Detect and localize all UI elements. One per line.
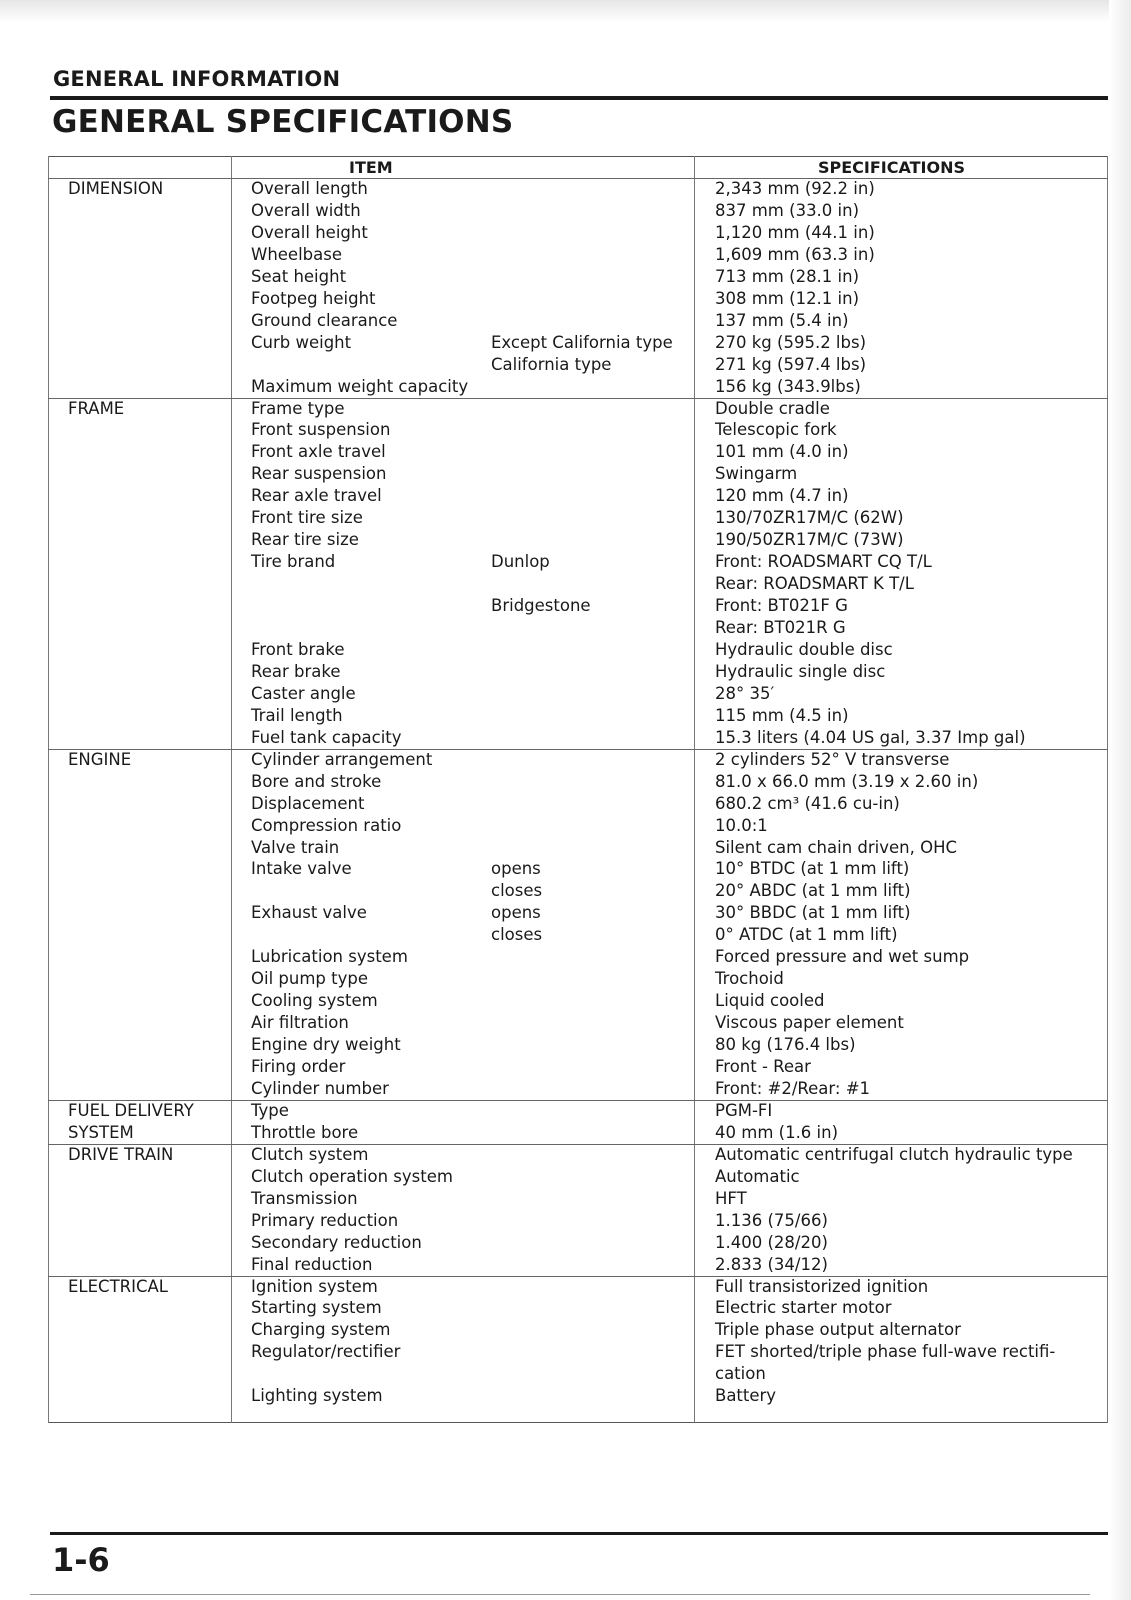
scan-shadow-top — [0, 0, 1131, 22]
section-heading: GENERAL INFORMATION — [53, 67, 341, 91]
row-specification: 156 kg (343.9lbs) — [715, 376, 861, 396]
table-row — [48, 858, 1108, 880]
table-row — [48, 1144, 1108, 1166]
row-item-label: Curb weight — [251, 332, 352, 352]
table-row — [48, 727, 1108, 749]
row-item-label: Starting system — [251, 1298, 382, 1318]
row-specification: HFT — [715, 1188, 747, 1208]
table-row — [48, 1166, 1108, 1188]
table-row — [48, 507, 1108, 529]
row-item-label: Seat height — [251, 266, 347, 286]
row-specification: Rear: ROADSMART K T/L — [715, 574, 914, 594]
table-row — [48, 376, 1108, 398]
column-header-item: ITEM — [349, 158, 393, 177]
table-row — [48, 1341, 1108, 1363]
group-divider — [48, 1144, 1108, 1145]
row-specification: Forced pressure and wet sump — [715, 947, 970, 967]
row-specification: 270 kg (595.2 lbs) — [715, 332, 867, 352]
row-item-label: Overall height — [251, 222, 368, 242]
row-item-label: Fuel tank capacity — [251, 727, 402, 747]
group-divider — [48, 1100, 1108, 1101]
row-item-label: Front axle travel — [251, 442, 386, 462]
table-row — [48, 793, 1108, 815]
row-specification: 190/50ZR17M/C (73W) — [715, 530, 904, 550]
row-specification: Hydraulic double disc — [715, 639, 893, 659]
table-row — [48, 990, 1108, 1012]
table-border-bottom — [48, 1422, 1108, 1423]
row-condition: closes — [491, 881, 543, 901]
row-specification: 1,120 mm (44.1 in) — [715, 222, 875, 242]
table-row — [48, 1100, 1108, 1122]
table-row — [48, 946, 1108, 968]
row-group-label: FUEL DELIVERY — [68, 1100, 194, 1120]
table-row — [48, 332, 1108, 354]
row-item-label: Firing order — [251, 1057, 346, 1076]
row-specification: 130/70ZR17M/C (62W) — [715, 508, 904, 528]
row-group-label: SYSTEM — [68, 1122, 134, 1142]
table-row — [48, 200, 1108, 222]
title-divider — [50, 96, 1108, 100]
row-specification: 1.400 (28/20) — [715, 1232, 828, 1252]
row-item-label: Footpeg height — [251, 288, 376, 308]
row-specification: 713 mm (28.1 in) — [715, 266, 860, 286]
row-specification: Front: ROADSMART CQ T/L — [715, 552, 932, 572]
row-condition: Dunlop — [491, 552, 550, 572]
row-item-label: Overall width — [251, 200, 361, 220]
row-item-label: Cylinder arrangement — [251, 749, 433, 769]
row-item-label: Rear tire size — [251, 530, 359, 550]
row-specification: 1.136 (75/66) — [715, 1210, 828, 1230]
row-specification: 1,609 mm (63.3 in) — [715, 244, 875, 264]
row-specification: 308 mm (12.1 in) — [715, 288, 860, 308]
row-item-label: Trail length — [251, 705, 343, 725]
row-item-label: Compression ratio — [251, 815, 402, 835]
row-specification: 120 mm (4.7 in) — [715, 486, 849, 506]
row-specification: 137 mm (5.4 in) — [715, 310, 849, 330]
table-row — [48, 837, 1108, 859]
row-specification: Automatic — [715, 1166, 800, 1186]
row-item-label: Intake valve — [251, 859, 352, 879]
row-item-label: Type — [251, 1100, 289, 1120]
row-item-label: Maximum weight capacity — [251, 376, 469, 396]
row-group-label: DIMENSION — [68, 179, 164, 198]
table-row — [48, 398, 1108, 420]
row-item-label: Clutch system — [251, 1144, 369, 1164]
row-item-label: Charging system — [251, 1320, 391, 1340]
table-row — [48, 244, 1108, 266]
row-specification: Triple phase output alternator — [715, 1320, 961, 1340]
row-specification: 80 kg (176.4 lbs) — [715, 1035, 856, 1055]
group-divider — [48, 398, 1108, 399]
row-specification: Silent cam chain driven, OHC — [715, 837, 958, 857]
row-item-label: Displacement — [251, 793, 365, 813]
table-row — [48, 1232, 1108, 1254]
table-row — [48, 771, 1108, 793]
table-row — [48, 529, 1108, 551]
row-specification: 15.3 liters (4.04 US gal, 3.37 Imp gal) — [715, 727, 1026, 747]
row-item-label: Clutch operation system — [251, 1166, 453, 1186]
row-specification: FET shorted/triple phase full-wave rectifi- — [715, 1342, 1056, 1362]
table-row — [48, 815, 1108, 837]
table-row — [48, 1034, 1108, 1056]
table-row — [48, 595, 1108, 617]
row-item-label: Valve train — [251, 837, 340, 857]
row-specification: 20° ABDC (at 1 mm lift) — [715, 881, 911, 901]
table-row — [48, 880, 1108, 902]
row-group-label: FRAME — [68, 398, 125, 418]
table-row — [48, 1363, 1108, 1385]
row-specification: Front: #2/Rear: #1 — [715, 1078, 871, 1098]
row-specification: cation — [715, 1364, 766, 1384]
table-row — [48, 1319, 1108, 1341]
table-row — [48, 1012, 1108, 1034]
table-row — [48, 551, 1108, 573]
row-item-label: Overall length — [251, 179, 368, 198]
row-item-label: Lighting system — [251, 1386, 383, 1406]
row-specification: 2 cylinders 52° V transverse — [715, 749, 950, 769]
row-specification: 81.0 x 66.0 mm (3.19 x 2.60 in) — [715, 771, 979, 791]
table-row — [48, 749, 1108, 771]
table-row — [48, 1385, 1108, 1407]
table-row — [48, 354, 1108, 376]
table-row — [48, 1297, 1108, 1319]
table-row — [48, 573, 1108, 595]
row-specification: Front - Rear — [715, 1057, 811, 1076]
table-row — [48, 661, 1108, 683]
row-item-label: Rear axle travel — [251, 486, 382, 506]
row-specification: Liquid cooled — [715, 991, 825, 1011]
row-item-label: Front brake — [251, 639, 345, 659]
row-condition: Bridgestone — [491, 596, 591, 616]
row-specification: 2,343 mm (92.2 in) — [715, 179, 875, 198]
table-row — [48, 419, 1108, 441]
row-specification: Battery — [715, 1386, 777, 1406]
row-group-label: ENGINE — [68, 749, 132, 769]
row-item-label: Air filtration — [251, 1013, 349, 1033]
row-item-label: Lubrication system — [251, 947, 408, 967]
row-item-label: Bore and stroke — [251, 771, 382, 791]
table-row — [48, 178, 1108, 200]
table-row — [48, 924, 1108, 946]
row-condition: opens — [491, 859, 541, 879]
table-row — [48, 968, 1108, 990]
row-condition: Except California type — [491, 332, 673, 352]
group-divider — [48, 749, 1108, 750]
row-specification: PGM-FI — [715, 1100, 773, 1120]
row-group-label: ELECTRICAL — [68, 1276, 168, 1296]
row-specification: Trochoid — [715, 969, 784, 989]
row-item-label: Ignition system — [251, 1276, 378, 1296]
table-border-top — [48, 156, 1108, 157]
row-item-label: Oil pump type — [251, 969, 368, 989]
row-specification: Viscous paper element — [715, 1013, 904, 1033]
table-row — [48, 683, 1108, 705]
row-specification: 101 mm (4.0 in) — [715, 442, 849, 462]
row-specification: 2.833 (34/12) — [715, 1254, 828, 1274]
row-specification: Swingarm — [715, 464, 798, 484]
row-item-label: Exhaust valve — [251, 903, 367, 923]
row-specification: 30° BBDC (at 1 mm lift) — [715, 903, 911, 923]
table-row — [48, 441, 1108, 463]
row-specification: 0° ATDC (at 1 mm lift) — [715, 925, 898, 945]
row-item-label: Rear suspension — [251, 464, 387, 484]
table-row — [48, 288, 1108, 310]
row-specification: Hydraulic single disc — [715, 661, 886, 681]
table-row — [48, 266, 1108, 288]
row-group-label: DRIVE TRAIN — [68, 1144, 174, 1164]
row-item-label: Engine dry weight — [251, 1035, 401, 1055]
table-row — [48, 639, 1108, 661]
row-specification: 10° BTDC (at 1 mm lift) — [715, 859, 910, 879]
row-item-label: Front suspension — [251, 420, 391, 440]
table-row — [48, 310, 1108, 332]
row-specification: Double cradle — [715, 398, 830, 418]
row-item-label: Final reduction — [251, 1254, 373, 1274]
table-row — [48, 902, 1108, 924]
row-specification: 40 mm (1.6 in) — [715, 1122, 839, 1142]
table-row — [48, 705, 1108, 727]
scan-shadow-right — [1109, 0, 1131, 1600]
table-row — [48, 1210, 1108, 1232]
row-item-label: Caster angle — [251, 683, 356, 703]
row-condition: California type — [491, 354, 612, 374]
specifications-table — [48, 156, 1108, 1423]
group-divider — [48, 1276, 1108, 1277]
row-item-label: Front tire size — [251, 508, 363, 528]
row-specification: Electric starter motor — [715, 1298, 892, 1318]
row-item-label: Rear brake — [251, 661, 341, 681]
row-item-label: Secondary reduction — [251, 1232, 422, 1252]
row-specification: 10.0:1 — [715, 815, 768, 835]
row-item-label: Cylinder number — [251, 1078, 389, 1098]
scan-edge-line — [30, 1594, 1090, 1595]
row-specification: 115 mm (4.5 in) — [715, 705, 849, 725]
row-item-label: Frame type — [251, 398, 345, 418]
row-condition: opens — [491, 903, 541, 923]
table-row — [48, 1276, 1108, 1298]
page-title: GENERAL SPECIFICATIONS — [52, 104, 514, 140]
row-item-label: Transmission — [251, 1188, 358, 1208]
row-specification: 680.2 cm³ (41.6 cu-in) — [715, 793, 900, 813]
row-item-label: Primary reduction — [251, 1210, 399, 1230]
table-row — [48, 1122, 1108, 1144]
row-specification: Telescopic fork — [715, 420, 837, 440]
row-specification: Rear: BT021R G — [715, 618, 846, 637]
row-specification: 28° 35′ — [715, 683, 775, 703]
table-row — [48, 1188, 1108, 1210]
table-row — [48, 1078, 1108, 1100]
row-item-label: Tire brand — [251, 552, 336, 572]
table-row — [48, 485, 1108, 507]
row-item-label: Cooling system — [251, 991, 378, 1011]
row-condition: closes — [491, 925, 543, 945]
row-specification: Full transistorized ignition — [715, 1276, 929, 1296]
row-item-label: Wheelbase — [251, 244, 342, 264]
row-specification: 271 kg (597.4 lbs) — [715, 354, 867, 374]
table-row — [48, 1056, 1108, 1078]
table-row — [48, 222, 1108, 244]
row-item-label: Throttle bore — [251, 1122, 359, 1142]
row-item-label: Ground clearance — [251, 310, 398, 330]
row-item-label: Regulator/rectifier — [251, 1342, 401, 1362]
row-specification: Automatic centrifugal clutch hydraulic type — [715, 1144, 1073, 1164]
row-specification: 837 mm (33.0 in) — [715, 200, 860, 220]
footer-divider — [50, 1532, 1108, 1535]
row-specification: Front: BT021F G — [715, 596, 848, 616]
column-header-specifications: SPECIFICATIONS — [818, 158, 966, 177]
table-row — [48, 463, 1108, 485]
table-row — [48, 617, 1108, 639]
page-number: 1-6 — [52, 1541, 110, 1579]
table-row — [48, 1254, 1108, 1276]
